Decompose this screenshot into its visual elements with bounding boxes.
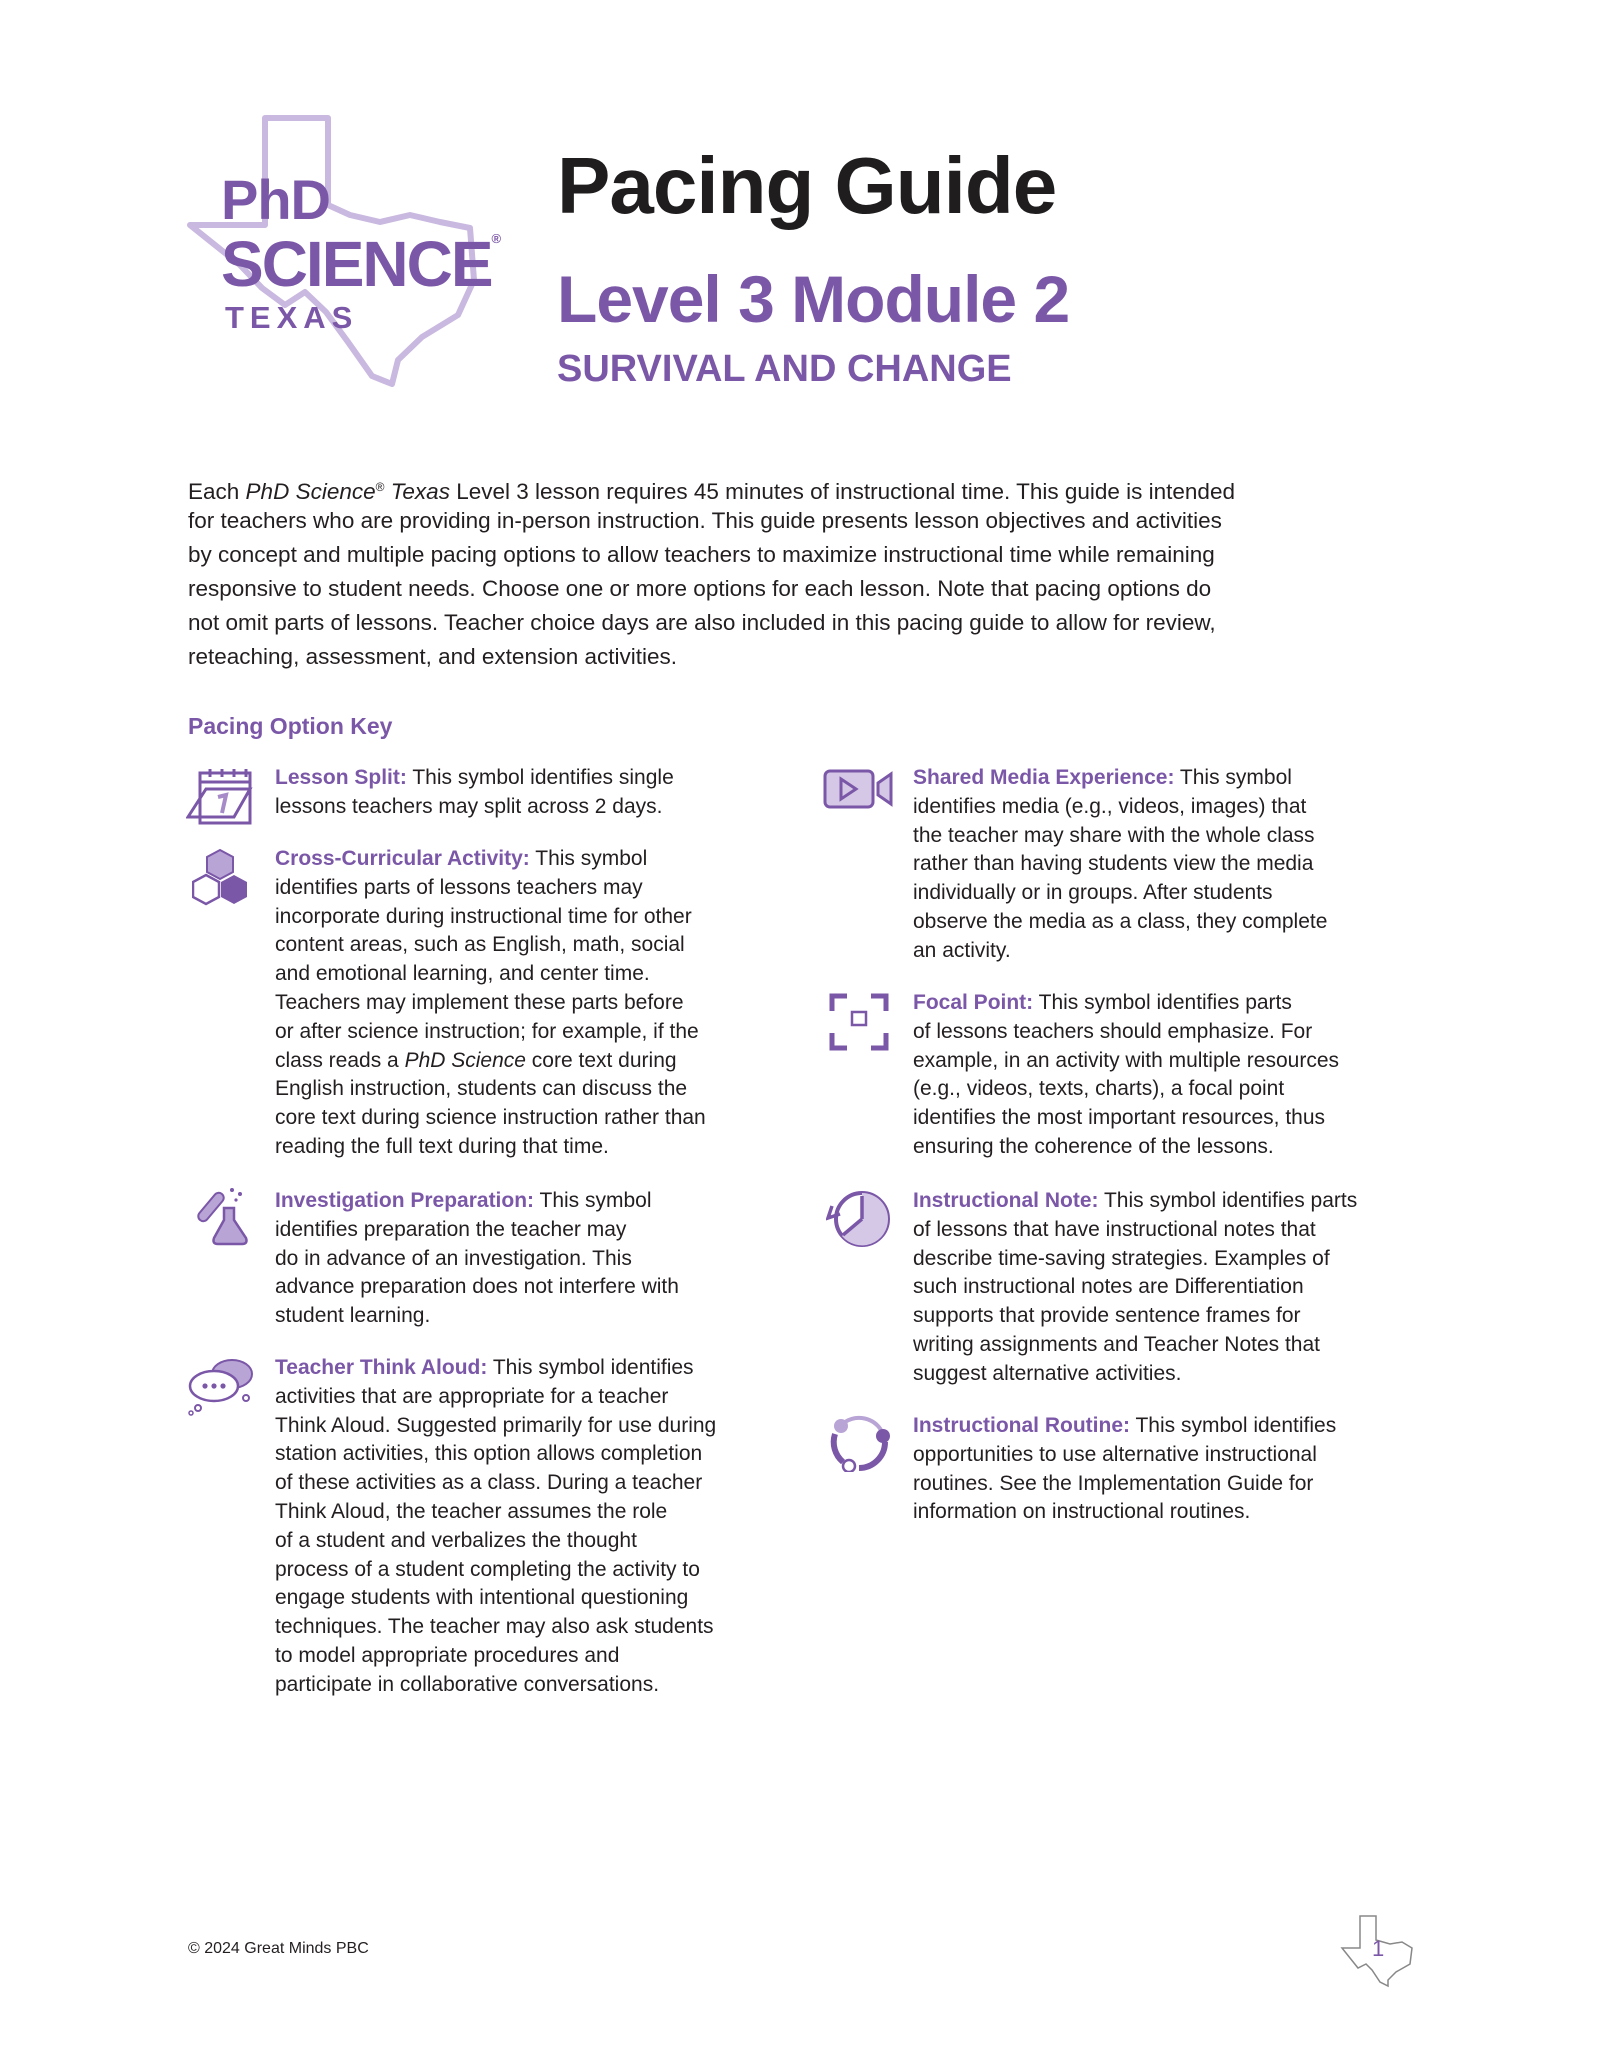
- logo-registered: ®: [491, 231, 500, 246]
- item-brand-text: PhD Science: [404, 1048, 526, 1072]
- intro-brand: PhD Science: [245, 479, 376, 504]
- page-subtitle: Level 3 Module 2: [557, 262, 1070, 336]
- item-text: core text during: [525, 1048, 677, 1072]
- item-line: [275, 845, 706, 874]
- key-item-lesson-split: [275, 764, 674, 822]
- item-label: Shared Media Experience:: [913, 766, 1175, 789]
- page-title: Pacing Guide: [557, 141, 1057, 230]
- item-line: [275, 1018, 706, 1047]
- item-text: or after science instruction; for example, if the: [275, 1019, 699, 1043]
- item-text: information on instructional routines.: [913, 1500, 1251, 1524]
- item-line: [275, 764, 674, 793]
- item-line: [275, 1245, 679, 1274]
- item-text: English instruction, students can discuss the: [275, 1077, 688, 1101]
- intro-line: by concept and multiple pacing options to allow teachers to maximize instructional time while remaining: [188, 542, 1215, 567]
- item-text: suggest alternative activities.: [913, 1361, 1182, 1385]
- item-line: [275, 1273, 679, 1302]
- item-text: This symbol: [534, 1189, 652, 1212]
- logo-science: [221, 228, 500, 300]
- item-line: [913, 989, 1339, 1018]
- item-text: reading the full text during that time.: [275, 1134, 609, 1158]
- video-camera-icon: [823, 768, 895, 810]
- item-text: such instructional notes are Differentiation: [913, 1275, 1304, 1299]
- item-line: [275, 1469, 716, 1498]
- item-line: [913, 822, 1327, 851]
- key-item-instructional-routine: [913, 1412, 1336, 1527]
- item-line: [913, 1441, 1336, 1470]
- item-line: [275, 1104, 706, 1133]
- item-text: advance preparation does not interfere with: [275, 1275, 679, 1299]
- key-item-cross-curricular: [275, 845, 706, 1162]
- key-item-focal-point: [913, 989, 1339, 1162]
- item-text: describe time-saving strategies. Examples of: [913, 1246, 1330, 1270]
- item-line: [913, 1075, 1339, 1104]
- pacing-key-heading: Pacing Option Key: [188, 713, 393, 739]
- intro-reg: ®: [375, 480, 385, 494]
- item-line: [275, 1556, 716, 1585]
- item-text: of lessons that have instructional notes that: [913, 1217, 1316, 1241]
- item-line: [275, 960, 706, 989]
- item-text: identifies the most important resources, thus: [913, 1106, 1326, 1130]
- item-line: [275, 1354, 716, 1383]
- item-text: This symbol identifies: [1130, 1414, 1337, 1437]
- item-text: activities that are appropriate for a teacher: [275, 1384, 669, 1408]
- item-line: [275, 1133, 706, 1162]
- item-label: Cross-Curricular Activity:: [275, 847, 530, 870]
- phd-science-texas-logo: [185, 112, 500, 392]
- item-text: identifies parts of lessons teachers may: [275, 875, 643, 899]
- item-text: techniques. The teacher may also ask students: [275, 1615, 714, 1639]
- item-text: supports that provide sentence frames for: [913, 1304, 1301, 1328]
- item-text: rather than having students view the media: [913, 852, 1314, 876]
- item-label: Instructional Note:: [913, 1189, 1099, 1212]
- item-line: [913, 850, 1327, 879]
- item-text: class reads a: [275, 1048, 405, 1072]
- item-line: [913, 937, 1327, 966]
- item-line: [275, 1302, 679, 1331]
- intro-paragraph: [188, 470, 1235, 669]
- logo-phd: PhD: [221, 168, 330, 231]
- item-label: Lesson Split:: [275, 766, 407, 789]
- item-text: (e.g., videos, texts, charts), a focal point: [913, 1077, 1285, 1101]
- item-line: [275, 1642, 716, 1671]
- item-text: station activities, this option allows completion: [275, 1442, 703, 1466]
- copyright: © 2024 Great Minds PBC: [188, 1940, 369, 1957]
- intro-rest: [188, 504, 1235, 669]
- item-text: identifies media (e.g., videos, images) that: [913, 794, 1307, 818]
- item-line: [275, 793, 674, 822]
- item-line: [275, 1671, 716, 1700]
- item-label: Teacher Think Aloud:: [275, 1356, 488, 1379]
- intro-brand-texas: Texas: [390, 479, 450, 504]
- item-line: [275, 874, 706, 903]
- item-line: [913, 1360, 1357, 1389]
- item-text: writing assignments and Teacher Notes that: [913, 1332, 1320, 1356]
- item-line: [913, 1412, 1336, 1441]
- item-line: [275, 1527, 716, 1556]
- item-text: and emotional learning, and center time.: [275, 962, 650, 986]
- hexagons-icon: [192, 848, 250, 908]
- item-text: identifies preparation the teacher may: [275, 1217, 627, 1241]
- key-item-instructional-note: [913, 1187, 1357, 1389]
- item-label: Investigation Preparation:: [275, 1189, 535, 1212]
- test-tube-flask-icon: [192, 1186, 252, 1248]
- item-text: opportunities to use alternative instructional: [913, 1442, 1317, 1466]
- item-text: routines. See the Implementation Guide for: [913, 1471, 1314, 1495]
- item-text: Think Aloud, the teacher assumes the role: [275, 1499, 668, 1523]
- item-line: [275, 1440, 716, 1469]
- item-line: [913, 879, 1327, 908]
- calendar-icon: [186, 767, 256, 827]
- clock-rewind-icon: [826, 1188, 892, 1250]
- logo-science-text: SCIENCE: [221, 228, 492, 300]
- thought-bubble-icon: [186, 1356, 256, 1416]
- item-text: Teachers may implement these parts before: [275, 990, 684, 1014]
- item-label: Instructional Routine:: [913, 1414, 1130, 1437]
- item-line: [275, 1047, 706, 1076]
- item-text: an activity.: [913, 938, 1011, 962]
- item-line: [913, 1470, 1336, 1499]
- item-line: [913, 1216, 1357, 1245]
- item-text: do in advance of an investigation. This: [275, 1246, 632, 1270]
- item-text: of these activities as a class. During a teacher: [275, 1471, 703, 1495]
- item-text: individually or in groups. After students: [913, 881, 1273, 905]
- item-line: [275, 1383, 716, 1412]
- item-line: [275, 1613, 716, 1642]
- item-line: [275, 989, 706, 1018]
- item-text: core text during science instruction rather than: [275, 1106, 706, 1130]
- item-text: This symbol identifies single: [406, 766, 674, 789]
- item-text: example, in an activity with multiple resources: [913, 1048, 1340, 1072]
- item-label: Focal Point:: [913, 991, 1034, 1014]
- item-line: [275, 1498, 716, 1527]
- item-line: [275, 1412, 716, 1441]
- intro-line: reteaching, assessment, and extension activities.: [188, 644, 678, 669]
- item-text: of lessons teachers should emphasize. For: [913, 1019, 1313, 1043]
- item-text: student learning.: [275, 1304, 431, 1328]
- item-text: of a student and verbalizes the thought: [275, 1528, 637, 1552]
- intro-line: for teachers who are providing in-person instruction. This guide presents lesson objectives and activities: [188, 508, 1222, 533]
- key-item-teacher-think-aloud: [275, 1354, 716, 1700]
- item-text: This symbol identifies parts: [1033, 991, 1292, 1014]
- item-line: [913, 1047, 1339, 1076]
- item-line: [913, 1018, 1339, 1047]
- item-line: [913, 793, 1327, 822]
- item-line: [913, 1302, 1357, 1331]
- item-line: [275, 1187, 679, 1216]
- intro-text: Level 3 lesson requires 45 minutes of instructional time. This guide is intended: [449, 479, 1235, 504]
- item-text: process of a student completing the activity to: [275, 1557, 700, 1581]
- intro-line: not omit parts of lessons. Teacher choice days are also included in this pacing guide to allow for review,: [188, 610, 1216, 635]
- intro-line: [188, 470, 1235, 504]
- focal-point-icon: [829, 993, 889, 1051]
- item-text: ensuring the coherence of the lessons.: [913, 1134, 1274, 1158]
- item-text: This symbol identifies: [487, 1356, 694, 1379]
- item-text: This symbol: [529, 847, 648, 870]
- item-line: [913, 1331, 1357, 1360]
- item-text: This symbol identifies parts: [1098, 1189, 1358, 1212]
- item-line: [275, 1584, 716, 1613]
- item-text: the teacher may share with the whole class: [913, 823, 1315, 847]
- item-line: [275, 1075, 706, 1104]
- item-line: [913, 1273, 1357, 1302]
- page-number: 1: [1372, 1936, 1385, 1961]
- item-line: [275, 903, 706, 932]
- item-line: [913, 1187, 1357, 1216]
- item-text: participate in collaborative conversations.: [275, 1672, 660, 1696]
- key-item-shared-media: [913, 764, 1327, 966]
- item-text: lessons teachers may split across 2 days.: [275, 794, 663, 818]
- item-line: [275, 931, 706, 960]
- item-line: [913, 908, 1327, 937]
- logo-texas: TEXAS: [225, 300, 359, 335]
- intro-line: responsive to student needs. Choose one or more options for each lesson. Note that pacing options do: [188, 576, 1212, 601]
- item-text: Think Aloud. Suggested primarily for use during: [275, 1413, 717, 1437]
- item-text: This symbol: [1174, 766, 1292, 789]
- item-line: [913, 1245, 1357, 1274]
- item-line: [913, 1104, 1339, 1133]
- item-text: observe the media as a class, they complete: [913, 909, 1328, 933]
- key-item-investigation-preparation: [275, 1187, 679, 1331]
- item-text: engage students with intentional questioning: [275, 1586, 689, 1610]
- module-name: SURVIVAL AND CHANGE: [557, 348, 1012, 390]
- item-line: [275, 1216, 679, 1245]
- routine-cycle-icon: [829, 1414, 891, 1472]
- item-text: to model appropriate procedures and: [275, 1643, 620, 1667]
- item-line: [913, 1498, 1336, 1527]
- intro-text: Each: [188, 479, 246, 504]
- item-line: [913, 764, 1327, 793]
- item-line: [913, 1133, 1339, 1162]
- item-text: content areas, such as English, math, social: [275, 933, 685, 957]
- item-text: incorporate during instructional time for other: [275, 904, 692, 928]
